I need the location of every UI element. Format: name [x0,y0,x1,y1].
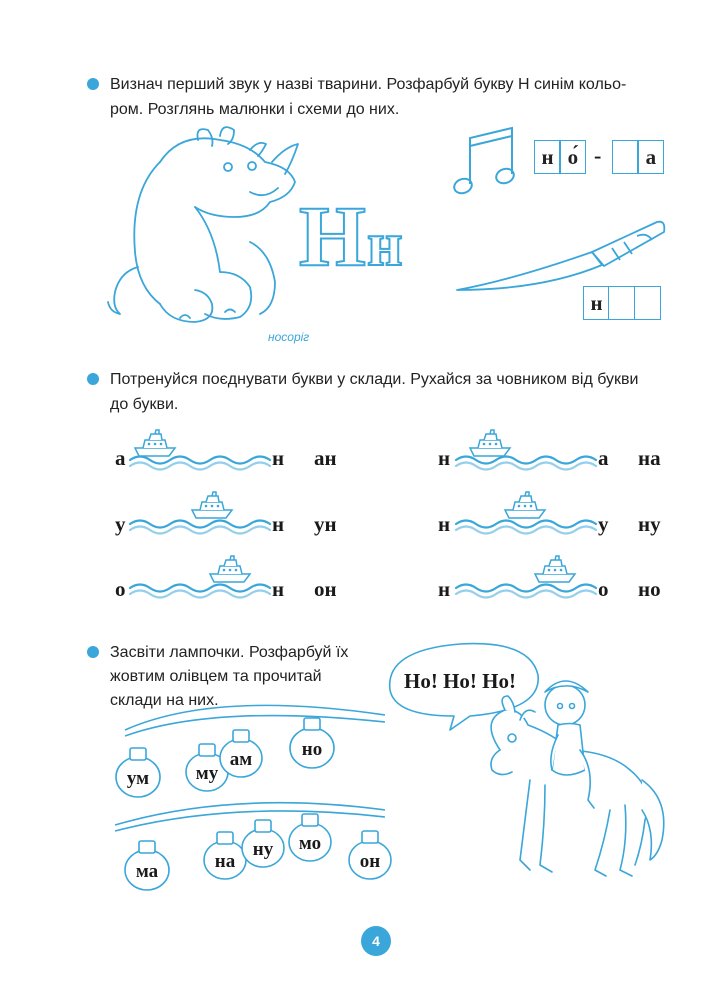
boat-icon[interactable] [505,492,545,518]
bulb-label: му [195,763,219,784]
scheme-note-cell: а [637,140,664,174]
row-end-letter: н [272,446,285,470]
instruction-section-1-line-1: Визнач перший звук у назві тварини. Розфарбуй букву Н синім кольо- [110,76,627,93]
scheme-note-cell[interactable] [612,140,639,174]
scheme-knife-cell: н [583,286,610,320]
bullet-section-2 [87,373,99,385]
letter-upper: Н [299,188,366,275]
wave-track [456,457,596,464]
boat-icon[interactable] [135,430,175,456]
bulb-label: ам [229,749,253,770]
boat-tracks [0,420,720,620]
page-number: 4 [361,926,391,956]
scheme-note-2 [612,140,664,174]
bulb-label: на [214,851,236,872]
row-start-letter: у [115,512,126,536]
wave-track [130,457,270,464]
boat-icon[interactable] [470,430,510,456]
row-start-letter: о [115,577,126,601]
scheme-knife [583,286,661,320]
instruction-section-1-line-2: ром. Розглянь малюнки і схеми до них. [110,101,400,118]
row-start-letter: н [438,577,451,601]
row-end-letter: н [272,512,285,536]
scheme-note-dash: - [594,143,602,168]
wave-track [130,585,270,592]
wave-track [130,521,270,528]
horse-rider-illustration [380,630,680,900]
row-syllable: но [638,577,661,601]
row-syllable: ну [638,512,661,536]
boat-icon[interactable] [210,556,250,582]
scheme-note-cell: о́ [559,140,586,174]
bullet-section-3 [87,646,99,658]
row-syllable: ан [314,446,337,470]
wave-track [456,585,596,592]
bulb-label: ну [252,839,274,860]
instruction-section-2-line-1: Потренуйся поєднувати букви у склади. Рухайся за човником від букви [110,371,639,388]
scheme-note [534,140,586,174]
scheme-knife-cell[interactable] [608,286,635,320]
row-start-letter: н [438,446,451,470]
light-bulbs-garland [95,700,395,900]
letter-h-outline [295,185,435,275]
animal-caption: носоріг [268,330,310,344]
bulb-label: ма [135,861,159,882]
row-end-letter: о [598,577,609,601]
bulb-label: мо [298,833,322,854]
rhino-illustration [100,122,300,332]
row-syllable: на [638,446,661,470]
wave-track [456,521,596,528]
instruction-section-3-line-2: жовтим олівцем та прочитай [110,668,322,685]
boat-icon[interactable] [192,492,232,518]
row-end-letter: н [272,577,285,601]
bulb-label: ум [126,768,150,789]
row-syllable: он [314,577,337,601]
row-end-letter: у [598,512,609,536]
instruction-section-3-line-1: Засвіти лампочки. Розфарбуй їх [110,644,349,661]
bulb-label: он [359,851,381,872]
bullet-section-1 [87,78,99,90]
row-start-letter: а [115,446,126,470]
instruction-section-2-line-2: до букви. [110,396,179,413]
boat-icon[interactable] [535,556,575,582]
instruction-section-3-line-3: склади на них. [110,692,219,709]
scheme-knife-cell[interactable] [634,286,661,320]
music-note-icon [452,124,522,204]
scheme-note-cell: н [534,140,561,174]
letter-lower: н [367,211,403,275]
row-syllable: ун [314,512,337,536]
speech-text: Но! Но! Но! [404,669,516,693]
row-end-letter: а [598,446,609,470]
row-start-letter: н [438,512,451,536]
bulb-label: но [301,739,323,760]
